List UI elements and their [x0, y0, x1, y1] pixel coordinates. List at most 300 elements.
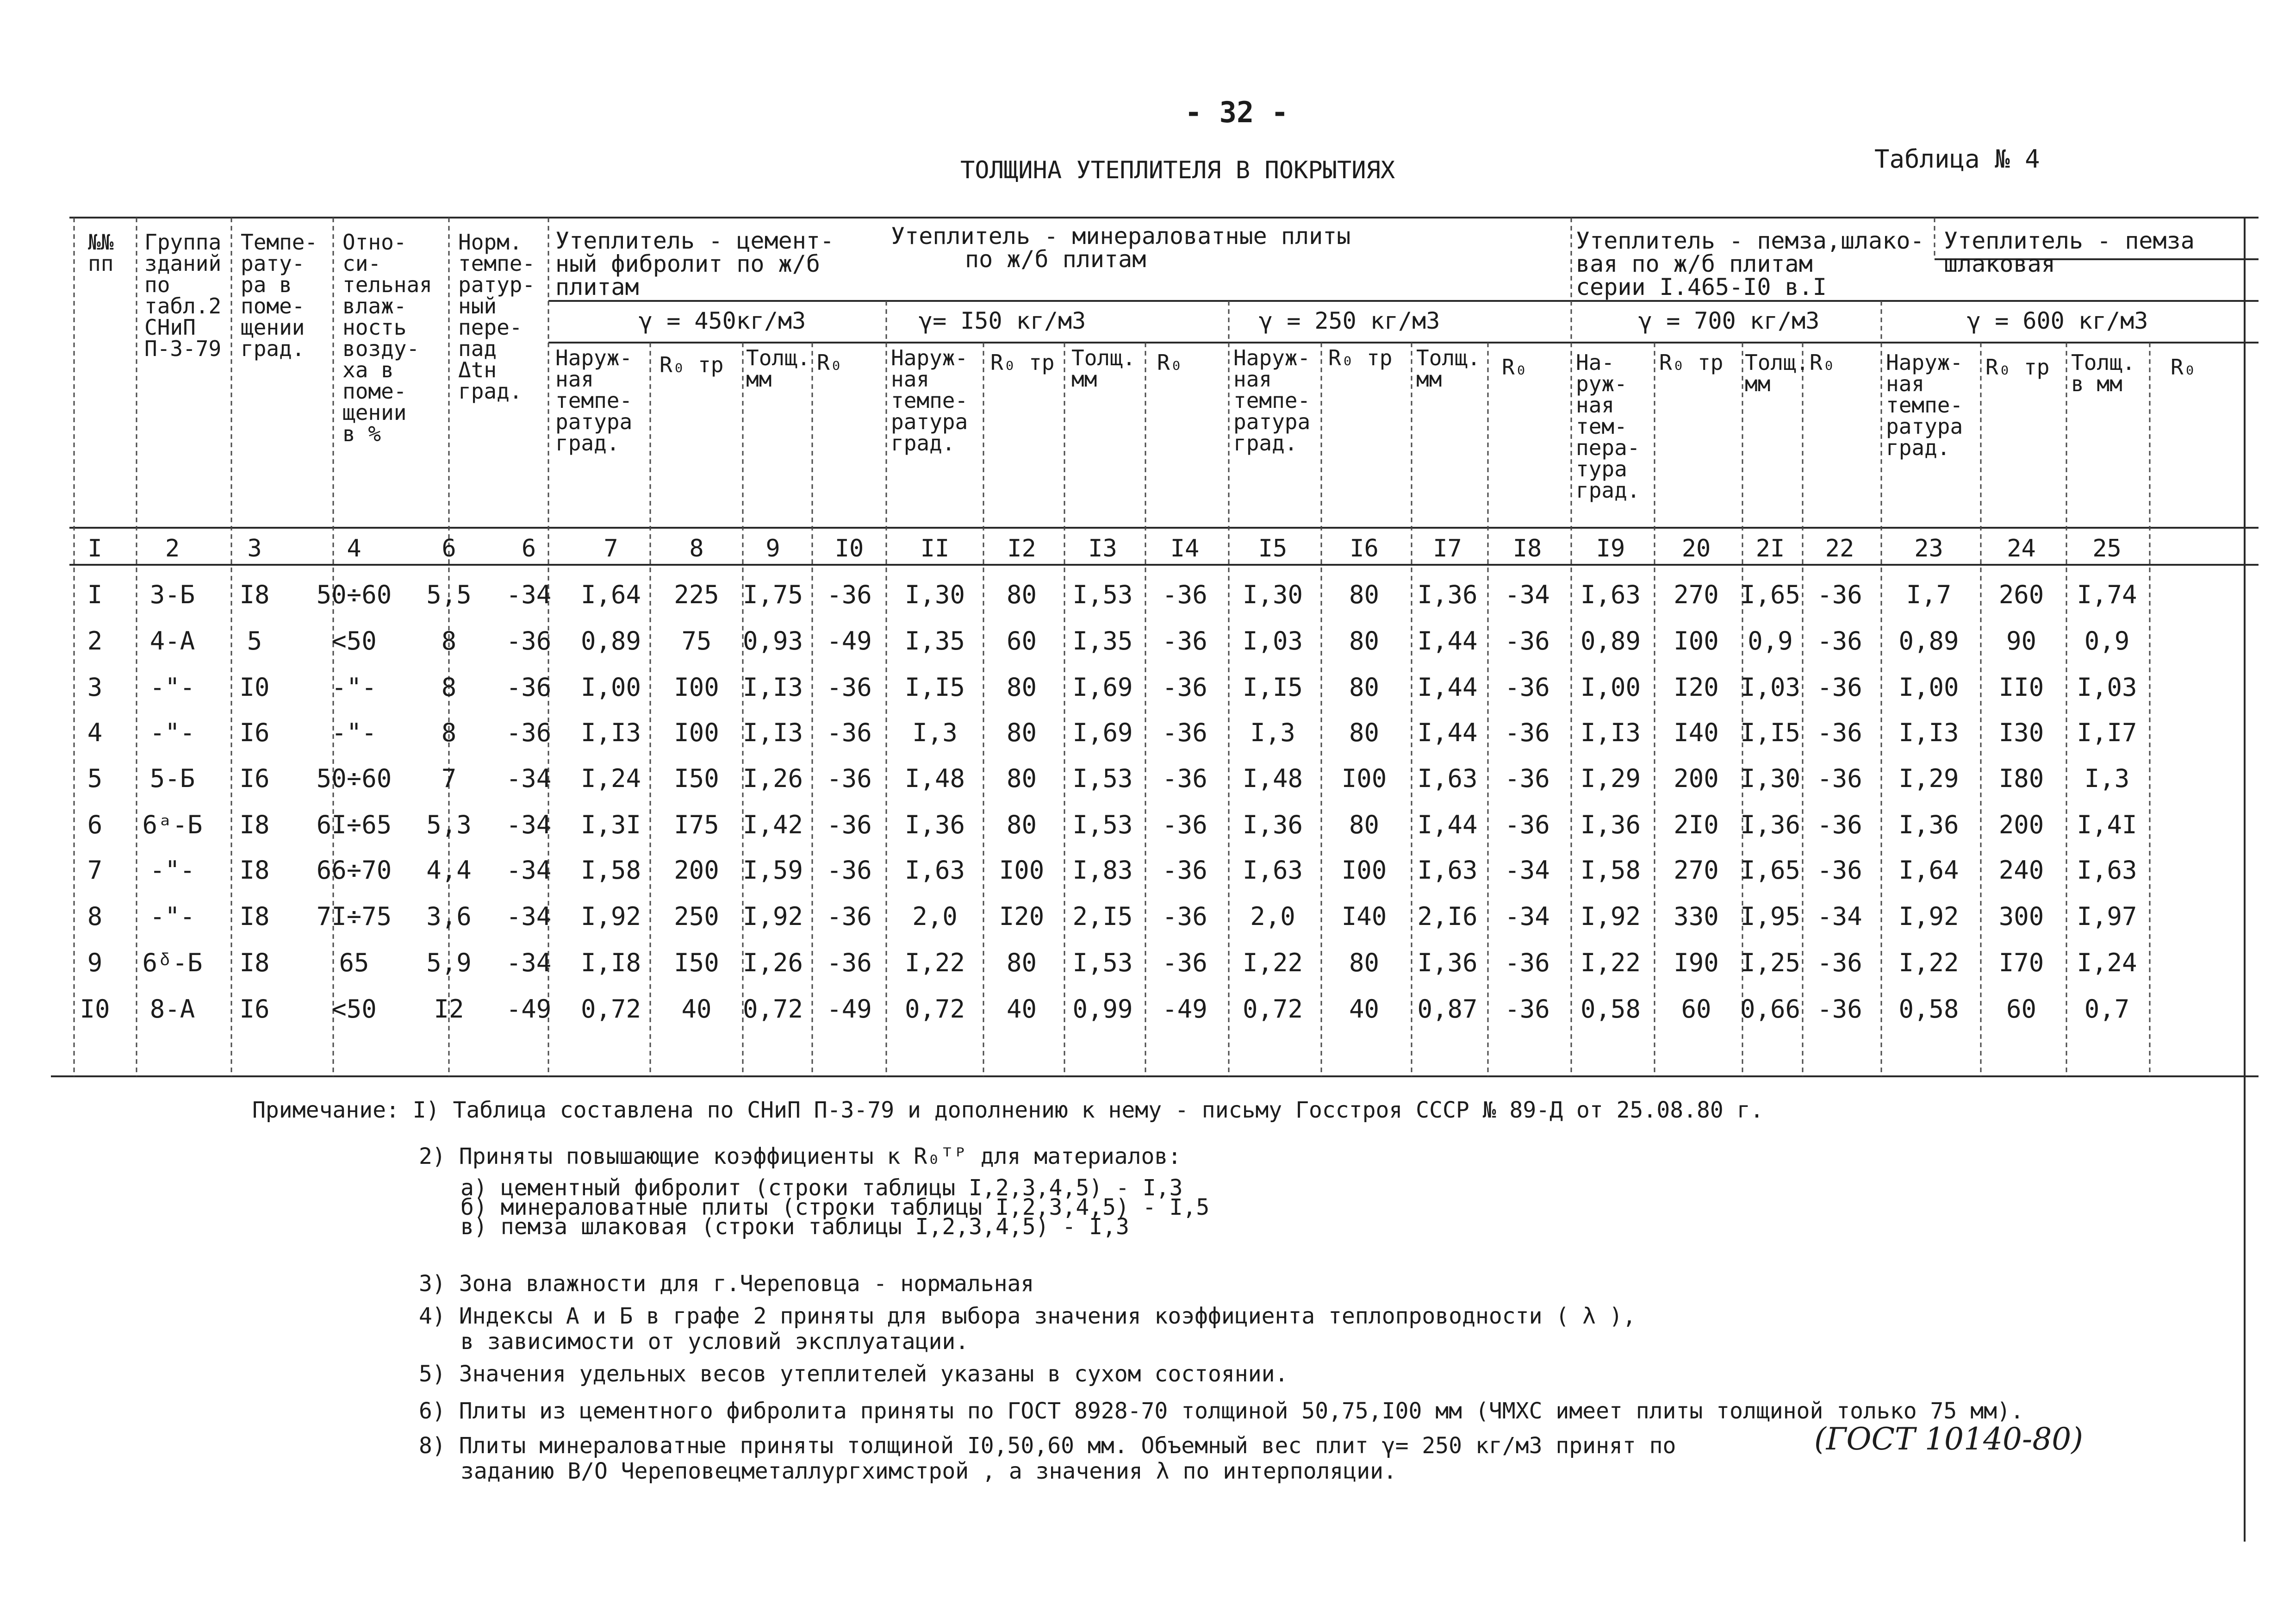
table-cell: 60: [2006, 994, 2037, 1024]
table-cell: I,44: [1417, 673, 1478, 702]
note-6: 6) Плиты из цементного фибролита приняты по ГОСТ 8928-70 толщиной 50,75,I00 мм (ЧМХС имеет плиты толщиной только 75 мм).: [419, 1398, 2024, 1424]
table-cell: 0,93: [742, 626, 803, 656]
table-cell: I: [87, 580, 103, 609]
table-cell: I00: [1674, 626, 1719, 656]
note-2: 2) Приняты повышающие коэффициенты к R₀ᵀᴾ для материалов:: [419, 1143, 1182, 1169]
table-cell: I,44: [1417, 810, 1478, 839]
table-cell: -36: [1162, 948, 1207, 977]
table-cell: -36: [827, 673, 872, 702]
table-cell: -36: [1505, 764, 1550, 793]
table-cell: I20: [1674, 673, 1719, 702]
header-col-5: Норм. темпе- ратур- ный пере- пад Δtн град.: [458, 230, 535, 404]
gamma-250: γ = 250 кг/м3: [1259, 307, 1440, 334]
table-cell: I,58: [1580, 856, 1641, 885]
table-cell: I,63: [1580, 580, 1641, 609]
table-cell: 270: [1674, 580, 1719, 609]
table-cell: I,44: [1417, 718, 1478, 747]
outer-temp-header: Наруж- ная темпе- ратура град.: [1886, 350, 1963, 460]
table-cell: I00: [1341, 856, 1387, 885]
table-cell: 0,66: [1740, 994, 1801, 1024]
table-cell: I,53: [1072, 810, 1133, 839]
table-cell: -36: [1162, 673, 1207, 702]
table-cell: -36: [1817, 580, 1862, 609]
column-number: 6: [442, 535, 456, 562]
column-number: I5: [1258, 535, 1288, 562]
table-cell: I8: [239, 902, 270, 931]
table-cell: -"-: [149, 856, 195, 885]
table-cell: 80: [1006, 718, 1037, 747]
table-cell: -36: [1162, 764, 1207, 793]
table-cell: I,30: [1740, 764, 1801, 793]
table-cell: I,48: [904, 764, 965, 793]
table-cell: I,92: [580, 902, 641, 931]
table-cell: -36: [1817, 994, 1862, 1024]
table-cell: 260: [1998, 580, 2044, 609]
table-cell: I,26: [742, 948, 803, 977]
table-cell: -34: [506, 810, 552, 839]
table-cell: I,59: [742, 856, 803, 885]
header-col-2: Группа зданий по табл.2 СНиП П-3-79: [144, 230, 222, 361]
table-cell: I,22: [1580, 948, 1641, 977]
table-cell: I,00: [1898, 673, 1959, 702]
table-cell: I,I3: [1898, 718, 1959, 747]
table-cell: I,03: [1242, 626, 1303, 656]
table-cell: I,4I: [2077, 810, 2137, 839]
header-col-3: Темпе- рату- ра в поме- щении град.: [241, 230, 318, 361]
table-cell: -36: [1505, 810, 1550, 839]
table-cell: -34: [506, 764, 552, 793]
table-cell: 60: [1006, 626, 1037, 656]
table-cell: -36: [506, 673, 552, 702]
table-cell: -49: [827, 626, 872, 656]
table-cell: 2,0: [912, 902, 958, 931]
table-cell: -36: [827, 856, 872, 885]
table-cell: I,92: [742, 902, 803, 931]
table-cell: 90: [2006, 626, 2037, 656]
table-cell: I,3: [912, 718, 958, 747]
table-cell: -36: [1817, 626, 1862, 656]
table-cell: I,24: [2077, 948, 2137, 977]
table-cell: 240: [1998, 856, 2044, 885]
page-number: - 32 -: [1185, 95, 1288, 129]
table-cell: I,I3: [580, 718, 641, 747]
table-cell: 6: [87, 810, 103, 839]
table-cell: -36: [827, 810, 872, 839]
table-cell: I,I8: [580, 948, 641, 977]
table-cell: -34: [506, 902, 552, 931]
table-cell: 8: [441, 626, 457, 656]
table-cell: I,95: [1740, 902, 1801, 931]
table-cell: 5-Б: [149, 764, 195, 793]
table-cell: 0,89: [1580, 626, 1641, 656]
table-cell: I8: [239, 580, 270, 609]
table-cell: 6I÷65: [316, 810, 392, 839]
table-cell: I,63: [1417, 856, 1478, 885]
table-cell: I50: [674, 948, 719, 977]
gamma-700: γ = 700 кг/м3: [1638, 307, 1820, 334]
table-cell: I,29: [1580, 764, 1641, 793]
table-cell: -34: [1505, 580, 1550, 609]
table-cell: I,22: [1242, 948, 1303, 977]
outer-temp-header: На- руж- ная тем- пера- тура град.: [1576, 350, 1640, 503]
table-cell: 80: [1006, 580, 1037, 609]
table-cell: -36: [827, 948, 872, 977]
table-cell: I,I7: [2077, 718, 2137, 747]
table-cell: I50: [674, 764, 719, 793]
table-cell: I00: [999, 856, 1045, 885]
table-cell: -34: [506, 948, 552, 977]
group-pumice-series: Утеплитель - пемза,шлако- вая по ж/б плитам серии I.465-I0 в.I: [1576, 227, 1924, 300]
table-cell: -34: [506, 580, 552, 609]
column-number: I2: [1007, 535, 1036, 562]
table-cell: 75: [681, 626, 712, 656]
table-cell: <50: [331, 626, 377, 656]
r0-header: R₀: [1502, 355, 1528, 380]
table-cell: I90: [1674, 948, 1719, 977]
table-cell: I,69: [1072, 718, 1133, 747]
table-cell: 7I÷75: [316, 902, 392, 931]
table-cell: -34: [1817, 902, 1862, 931]
table-cell: 200: [1998, 810, 2044, 839]
thickness-header: Толщ. мм: [1745, 350, 1809, 396]
table-cell: I,65: [1740, 580, 1801, 609]
table-cell: 0,58: [1580, 994, 1641, 1024]
table-cell: -34: [1505, 856, 1550, 885]
table-cell: 300: [1998, 902, 2044, 931]
table-cell: 5,5: [426, 580, 472, 609]
table-cell: -36: [1162, 902, 1207, 931]
table-cell: 0,72: [580, 994, 641, 1024]
table-cell: 8: [441, 673, 457, 702]
table-cell: I0: [239, 673, 270, 702]
table-cell: -36: [1162, 580, 1207, 609]
table-cell: I,7: [1906, 580, 1952, 609]
table-cell: I40: [1341, 902, 1387, 931]
table-cell: I00: [1341, 764, 1387, 793]
table-cell: 0,87: [1417, 994, 1478, 1024]
table-cell: I6: [239, 764, 270, 793]
table-cell: 330: [1674, 902, 1719, 931]
table-cell: I,69: [1072, 673, 1133, 702]
column-number: 25: [2092, 535, 2122, 562]
table-cell: I,36: [1242, 810, 1303, 839]
table-cell: -36: [827, 902, 872, 931]
table-cell: 0,89: [580, 626, 641, 656]
table-cell: I,I5: [1740, 718, 1801, 747]
table-cell: -36: [1505, 994, 1550, 1024]
table-cell: I0: [80, 994, 110, 1024]
table-cell: I,00: [580, 673, 641, 702]
table-cell: 80: [1349, 673, 1380, 702]
table-cell: -34: [506, 856, 552, 885]
gamma-600: γ = 600 кг/м3: [1967, 307, 2148, 334]
table-cell: -34: [1505, 902, 1550, 931]
table-cell: I,3: [1250, 718, 1295, 747]
table-cell: I8: [239, 948, 270, 977]
table-cell: I,42: [742, 810, 803, 839]
table-cell: I,74: [2077, 580, 2137, 609]
table-cell: 80: [1349, 626, 1380, 656]
table-cell: 0,89: [1898, 626, 1959, 656]
table-cell: I,26: [742, 764, 803, 793]
table-cell: I8: [239, 810, 270, 839]
column-number: I7: [1433, 535, 1462, 562]
table-cell: I,22: [904, 948, 965, 977]
table-cell: -36: [1162, 856, 1207, 885]
table-cell: I,00: [1580, 673, 1641, 702]
handwritten-gost-note: (ГОСТ 10140-80): [1814, 1421, 2084, 1457]
column-number: 7: [604, 535, 618, 562]
table-cell: I,I5: [1242, 673, 1303, 702]
group-cement-fibrolite: Утеплитель - цемент- ный фибролит по ж/б плитам: [555, 227, 834, 300]
table-cell: -36: [827, 718, 872, 747]
outer-temp-header: Наруж- ная темпе- ратура град.: [555, 345, 633, 456]
table-cell: I,83: [1072, 856, 1133, 885]
table-cell: -36: [1505, 673, 1550, 702]
table-cell: I,44: [1417, 626, 1478, 656]
column-number: 22: [1825, 535, 1854, 562]
table-cell: I70: [1998, 948, 2044, 977]
r-tr-header: R₀ тр: [1659, 350, 1724, 375]
table-cell: I,I3: [1580, 718, 1641, 747]
table-cell: I40: [1674, 718, 1719, 747]
table-cell: 6ᵟ-Б: [142, 948, 203, 977]
table-cell: 80: [1349, 948, 1380, 977]
table-cell: I,30: [1242, 580, 1303, 609]
table-cell: 0,72: [904, 994, 965, 1024]
column-number: I9: [1596, 535, 1625, 562]
table-cell: I,63: [1417, 764, 1478, 793]
table-cell: I,36: [1580, 810, 1641, 839]
table-cell: I,53: [1072, 764, 1133, 793]
table-cell: I,64: [1898, 856, 1959, 885]
column-number: 2I: [1755, 535, 1785, 562]
table-cell: -49: [827, 994, 872, 1024]
table-cell: I6: [239, 718, 270, 747]
table-cell: 7: [441, 764, 457, 793]
column-number: 4: [347, 535, 361, 562]
table-cell: I,03: [1740, 673, 1801, 702]
table-cell: 4-А: [149, 626, 195, 656]
table-cell: I,63: [2077, 856, 2137, 885]
column-number: 9: [765, 535, 780, 562]
group-pumice-slag: Утеплитель - пемза шлаковая: [1944, 227, 2195, 277]
table-cell: 9: [87, 948, 103, 977]
note-3: 3) Зона влажности для г.Череповца - нормальная: [419, 1271, 1034, 1297]
table-cell: I,53: [1072, 948, 1133, 977]
table-cell: 0,72: [1242, 994, 1303, 1024]
table-cell: I,03: [2077, 673, 2137, 702]
table-cell: I,58: [580, 856, 641, 885]
r-tr-header: R₀ тр: [660, 352, 724, 377]
table-cell: 5,3: [426, 810, 472, 839]
table-cell: -49: [1162, 994, 1207, 1024]
table-cell: I,64: [580, 580, 641, 609]
table-cell: I,97: [2077, 902, 2137, 931]
column-number: 3: [247, 535, 262, 562]
table-cell: -"-: [149, 902, 195, 931]
column-number: 24: [2007, 535, 2036, 562]
column-number: II: [920, 535, 950, 562]
r0-header: R₀: [1157, 350, 1183, 375]
table-cell: 50÷60: [316, 580, 392, 609]
table-cell: I,92: [1898, 902, 1959, 931]
r0-header: R₀: [2171, 355, 2196, 380]
table-cell: -36: [1505, 718, 1550, 747]
table-cell: 0,9: [1748, 626, 1793, 656]
table-cell: 66÷70: [316, 856, 392, 885]
table-cell: 80: [1006, 673, 1037, 702]
table-cell: I,36: [1417, 948, 1478, 977]
table-cell: 200: [674, 856, 719, 885]
column-number: I4: [1170, 535, 1200, 562]
table-cell: II0: [1998, 673, 2044, 702]
table-cell: -36: [1817, 718, 1862, 747]
table-cell: 80: [1006, 948, 1037, 977]
table-cell: -36: [1817, 673, 1862, 702]
note-1: Примечание: I) Таблица составлена по СНиП П-3-79 и дополнению к нему - письму Госстроя СССР № 89-Д от 25.08.80 г.: [252, 1097, 1764, 1123]
r-tr-header: R₀ тр: [990, 350, 1055, 375]
thickness-header: Толщ. в мм: [2071, 350, 2135, 396]
table-cell: 250: [674, 902, 719, 931]
table-cell: I75: [674, 810, 719, 839]
table-cell: I,3: [2084, 764, 2130, 793]
table-cell: -36: [506, 718, 552, 747]
table-label: Таблица № 4: [1874, 144, 2040, 174]
table-cell: 8-А: [149, 994, 195, 1024]
table-cell: 8: [441, 718, 457, 747]
table-cell: -36: [1162, 718, 1207, 747]
thickness-header: Толщ. мм: [1071, 345, 1136, 392]
column-number: 6: [521, 535, 536, 562]
table-cell: -36: [1817, 810, 1862, 839]
table-cell: -"-: [149, 718, 195, 747]
note-2-items: а) цементный фибролит (строки таблицы I,2,3,4,5) - I,3 б) минераловатные плиты (строки таблицы I,2,3,4,5) - I,5 в) пемза шлаковая (строки таблицы I,2,3,4,5) - I,3: [460, 1175, 1210, 1240]
column-number: I: [87, 535, 102, 562]
gamma-150: γ= I50 кг/м3: [919, 307, 1086, 334]
table-cell: 2,0: [1250, 902, 1295, 931]
table-cell: 2: [87, 626, 103, 656]
column-number: I0: [834, 535, 864, 562]
table-cell: 40: [681, 994, 712, 1024]
table-cell: I,53: [1072, 580, 1133, 609]
table-cell: 0,9: [2084, 626, 2130, 656]
column-number: 2: [165, 535, 180, 562]
table-cell: I,92: [1580, 902, 1641, 931]
column-number: 23: [1914, 535, 1943, 562]
outer-temp-header: Наруж- ная темпе- ратура град.: [1233, 345, 1311, 456]
table-cell: 225: [674, 580, 719, 609]
table-cell: I,29: [1898, 764, 1959, 793]
table-cell: 2,I6: [1417, 902, 1478, 931]
table-cell: -49: [506, 994, 552, 1024]
table-cell: I,I3: [742, 718, 803, 747]
table-cell: I30: [1998, 718, 2044, 747]
table-cell: 270: [1674, 856, 1719, 885]
table-cell: I8: [239, 856, 270, 885]
table-cell: 60: [1681, 994, 1711, 1024]
thickness-header: Толщ. мм: [1416, 345, 1481, 392]
table-cell: I,35: [1072, 626, 1133, 656]
table-cell: I,3I: [580, 810, 641, 839]
table-cell: I,22: [1898, 948, 1959, 977]
table-cell: I80: [1998, 764, 2044, 793]
table-cell: -"-: [331, 718, 377, 747]
table-cell: I,63: [904, 856, 965, 885]
column-number: 8: [689, 535, 704, 562]
table-cell: 80: [1006, 810, 1037, 839]
table-cell: 0,99: [1072, 994, 1133, 1024]
table-cell: 65: [339, 948, 369, 977]
table-cell: -"-: [149, 673, 195, 702]
r-tr-header: R₀ тр: [1328, 345, 1393, 370]
header-col-4: Отно- си- тельная влаж- ность возду- ха в поме- щении в %: [342, 230, 432, 446]
table-cell: I20: [999, 902, 1045, 931]
table-cell: 8: [87, 902, 103, 931]
table-cell: -36: [1505, 948, 1550, 977]
table-cell: I,25: [1740, 948, 1801, 977]
table-cell: -36: [1162, 810, 1207, 839]
table-cell: 2,I5: [1072, 902, 1133, 931]
note-5: 5) Значения удельных весов утеплителей указаны в сухом состоянии.: [419, 1361, 1288, 1387]
table-cell: 80: [1349, 810, 1380, 839]
table-cell: 200: [1674, 764, 1719, 793]
column-number: I8: [1512, 535, 1542, 562]
table-cell: I,36: [1740, 810, 1801, 839]
table-cell: 80: [1349, 580, 1380, 609]
table-cell: 5: [247, 626, 262, 656]
gamma-450: γ = 450кг/м3: [639, 307, 806, 334]
table-cell: -36: [1817, 948, 1862, 977]
table-cell: 0,72: [742, 994, 803, 1024]
table-cell: -36: [1817, 764, 1862, 793]
column-number: 20: [1681, 535, 1711, 562]
table-cell: I,30: [904, 580, 965, 609]
table-cell: 4: [87, 718, 103, 747]
column-number: I3: [1088, 535, 1117, 562]
column-number: I6: [1350, 535, 1379, 562]
table-cell: I,I3: [742, 673, 803, 702]
table-cell: 6ᵃ-Б: [142, 810, 203, 839]
table-cell: 4,4: [426, 856, 472, 885]
table-cell: I,24: [580, 764, 641, 793]
note-8: 8) Плиты минераловатные приняты толщиной I0,50,60 мм. Объемный вес плит γ= 250 кг/м3 принят по: [419, 1433, 1676, 1459]
table-cell: 50÷60: [316, 764, 392, 793]
table-cell: 5,9: [426, 948, 472, 977]
table-cell: I,36: [904, 810, 965, 839]
table-cell: 80: [1006, 764, 1037, 793]
r-tr-header: R₀ тр: [1985, 355, 2050, 380]
table-cell: I,65: [1740, 856, 1801, 885]
table-cell: 40: [1006, 994, 1037, 1024]
table-cell: I00: [674, 673, 719, 702]
table-cell: 3,6: [426, 902, 472, 931]
note-8-cont: заданию В/О Череповецметаллургхимстрой , а значения λ по интерполяции.: [460, 1458, 1397, 1484]
table-cell: 40: [1349, 994, 1380, 1024]
table-cell: 3-Б: [149, 580, 195, 609]
group-mineral-wool: Утеплитель - минераловатные плиты по ж/б плитам: [891, 223, 1351, 273]
table-cell: <50: [331, 994, 377, 1024]
table-cell: I00: [674, 718, 719, 747]
table-cell: I,36: [1417, 580, 1478, 609]
table-cell: I,I5: [904, 673, 965, 702]
table-cell: I6: [239, 994, 270, 1024]
table-title: ТОЛЩИНА УТЕПЛИТЕЛЯ В ПОКРЫТИЯХ: [960, 156, 1395, 184]
note-4: 4) Индексы А и Б в графе 2 приняты для выбора значения коэффициента теплопроводности ( λ ),: [419, 1303, 1636, 1329]
table-cell: I,63: [1242, 856, 1303, 885]
table-cell: 0,58: [1898, 994, 1959, 1024]
table-cell: -36: [827, 580, 872, 609]
